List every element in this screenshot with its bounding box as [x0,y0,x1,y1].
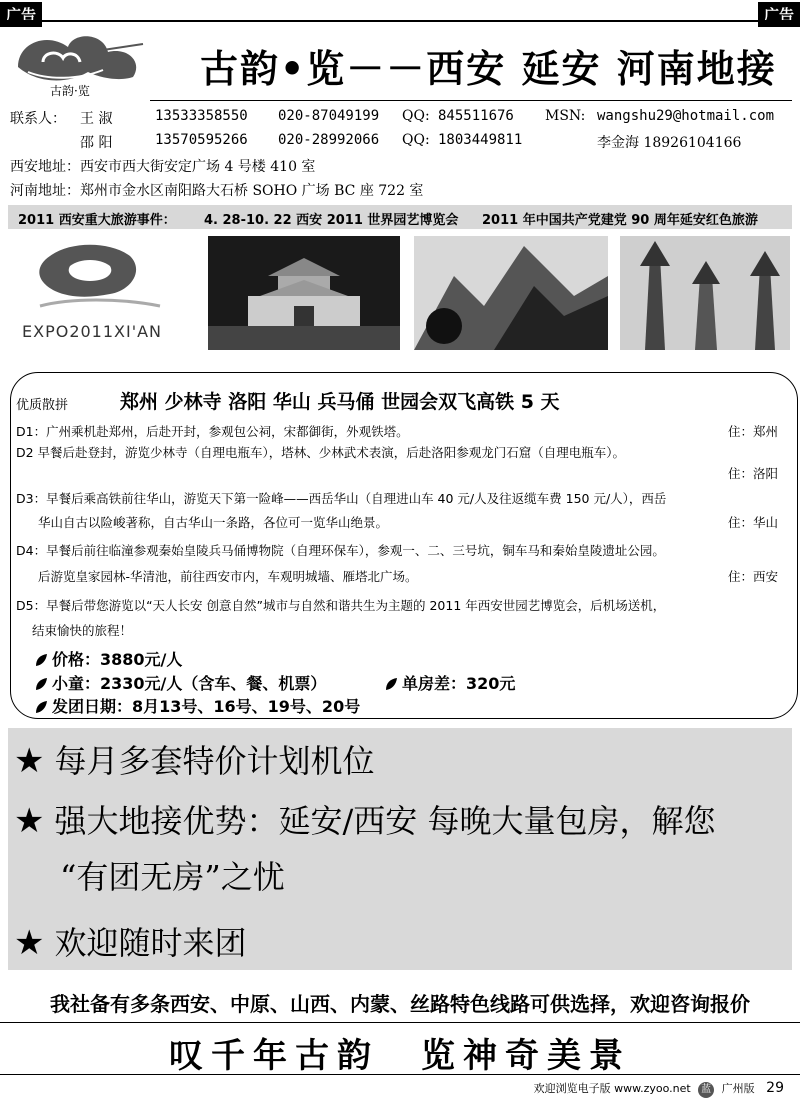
page-number: 29 [766,1080,784,1096]
event-2: 2011 年中国共产党建党 90 周年延安红色旅游 [482,213,758,228]
page-footer [534,1080,784,1098]
star-icon: ★ [14,801,45,841]
contact-phone-2: 020-28992066 [278,132,380,148]
tour-title: 郑州 少林寺 洛阳 华山 兵马俑 世园会双飞高铁 5 天 [120,391,560,413]
itinerary-d2: D2 早餐后赴登封，游览少林寺（自理电瓶车），塔林、少林武术表演，后赴洛阳参观龙门石窟（自理电瓶车）。 [16,445,626,460]
promo-line-4-text: 欢迎随时来团 [54,924,247,962]
ad-label-left: 广告 [0,2,42,27]
itinerary-d5a: D5：早餐后带您游览以“天人长安 创意自然”城市与自然和谐共生为主题的 2011 年西安世园艺博览会，后机场送机， [16,598,666,613]
contact-qq-label-1: QQ: [402,108,430,124]
itinerary-d4a: D4：早餐后前往临潼参观秦始皇陵兵马俑博物院（自理环保车），参观一、二、三号坑，铜车马和秦始皇陵遗址公园。 [16,543,665,558]
dates-line [34,694,360,717]
itinerary-d5b: 结束愉快的旅程！ [32,623,133,638]
footer-note: 我社备有多条西安、中原、山西、内蒙、丝路特色线路可供选择，欢迎咨询报价 [50,992,750,1016]
itinerary-d1: D1：广州乘机赴郑州，后赴开封，参观包公祠，宋都御街，外观铁塔。 [16,424,409,439]
promo-line-1 [14,736,375,782]
contact-mobile-2: 13570595266 [155,132,248,148]
contact-qq-label-2: QQ: [402,132,430,148]
logo-text: 古韵·览 [50,84,90,98]
promo-line-1-text: 每月多套特价计划机位 [54,742,375,780]
contact-msn-label: MSN: [545,108,586,124]
contact-extra: 李金海 18926104166 [597,135,742,151]
promo-line-2-text: 强大地接优势：延安/西安 每晚大量包房，解您 [54,802,716,840]
itinerary-d3b: 华山自古以险峻著称，自古华山一条路，各位可一览华山绝景。 [38,515,389,530]
contact-msn: wangshu29@hotmail.com [597,108,775,124]
price-text: 价格：3880元/人 [52,650,183,669]
contact-mobile-1: 13533358550 [155,108,248,124]
henan-address: 河南地址：郑州市金水区南阳路大石桥 SOHO 广场 BC 座 722 室 [10,183,424,199]
single-room-line [384,671,515,694]
stay-d2: 住：洛阳 [727,466,778,481]
huashan-photo [414,236,608,350]
star-icon: ★ [14,923,45,963]
event-1: 4. 28-10. 22 西安 2011 世界园艺博览会 [204,213,459,228]
price-line [34,647,182,670]
child-price-line [34,671,326,694]
contact-phone-1: 020-87049199 [278,108,380,124]
promo-line-4 [14,918,247,964]
stay-d4: 住：西安 [727,569,778,584]
promo-line-2 [14,796,715,842]
page-title: 古韵•览－－西安 延安 河南地接 [200,46,777,91]
child-price-text: 小童：2330元/人（含车、餐、机票） [52,674,327,693]
leaf-icon [34,677,48,691]
mountain-icon [414,236,608,350]
itinerary-d4b: 后游览皇家园林-华清池，前往西安市内，车观明城墙、雁塔北广场。 [38,569,418,584]
contact-label: 联系人： [10,111,66,127]
contact-name-2: 邵 阳 [80,135,113,151]
footer-rule-bottom [0,1074,800,1075]
bell-tower-photo [208,236,400,350]
events-bar [8,205,792,229]
stay-d3: 住：华山 [727,515,778,530]
events-label: 2011 西安重大旅游事件： [18,213,176,228]
edition-badge: 蓝 [698,1082,714,1098]
page-footer-text: 欢迎浏览电子版 www.zyoo.net [533,1082,691,1095]
leaf-icon [384,677,398,691]
single-room-text: 单房差：320元 [402,674,516,693]
itinerary-d3a: D3：早餐后乘高铁前往华山，游览天下第一险峰——西岳华山（自理进山车 40 元/人及往返缆车费 150 元/人），西岳 [16,491,667,506]
leaf-icon [34,700,48,714]
promo-line-3: “有团无房”之忧 [60,858,285,896]
pagoda-forest-photo [620,236,790,350]
stay-d1: 住：郑州 [727,424,778,439]
title-rule [150,100,792,101]
pagoda-icon [620,236,790,350]
expo-logo-image [10,236,190,350]
tour-tag: 优质散拼 [16,398,69,413]
star-icon: ★ [14,741,45,781]
contact-name-1: 王 淑 [80,111,113,127]
xian-address: 西安地址：西安市西大街安定广场 4 号楼 410 室 [10,159,316,175]
slogan: 叹千年古韵 览神奇美景 [169,1036,631,1076]
bell-tower-icon [208,236,400,350]
contact-qq-2: 1803449811 [438,132,523,148]
ad-label-right: 广告 [758,2,800,27]
footer-rule-top [0,1022,800,1023]
dates-text: 发团日期：8月13号、16号、19号、20号 [52,697,361,716]
expo-logo-text: EXPO2011XI'AN [22,322,163,341]
leaf-icon [34,653,48,667]
edition-label: 广州版 [721,1082,755,1095]
contact-qq-1: 845511676 [438,108,514,124]
